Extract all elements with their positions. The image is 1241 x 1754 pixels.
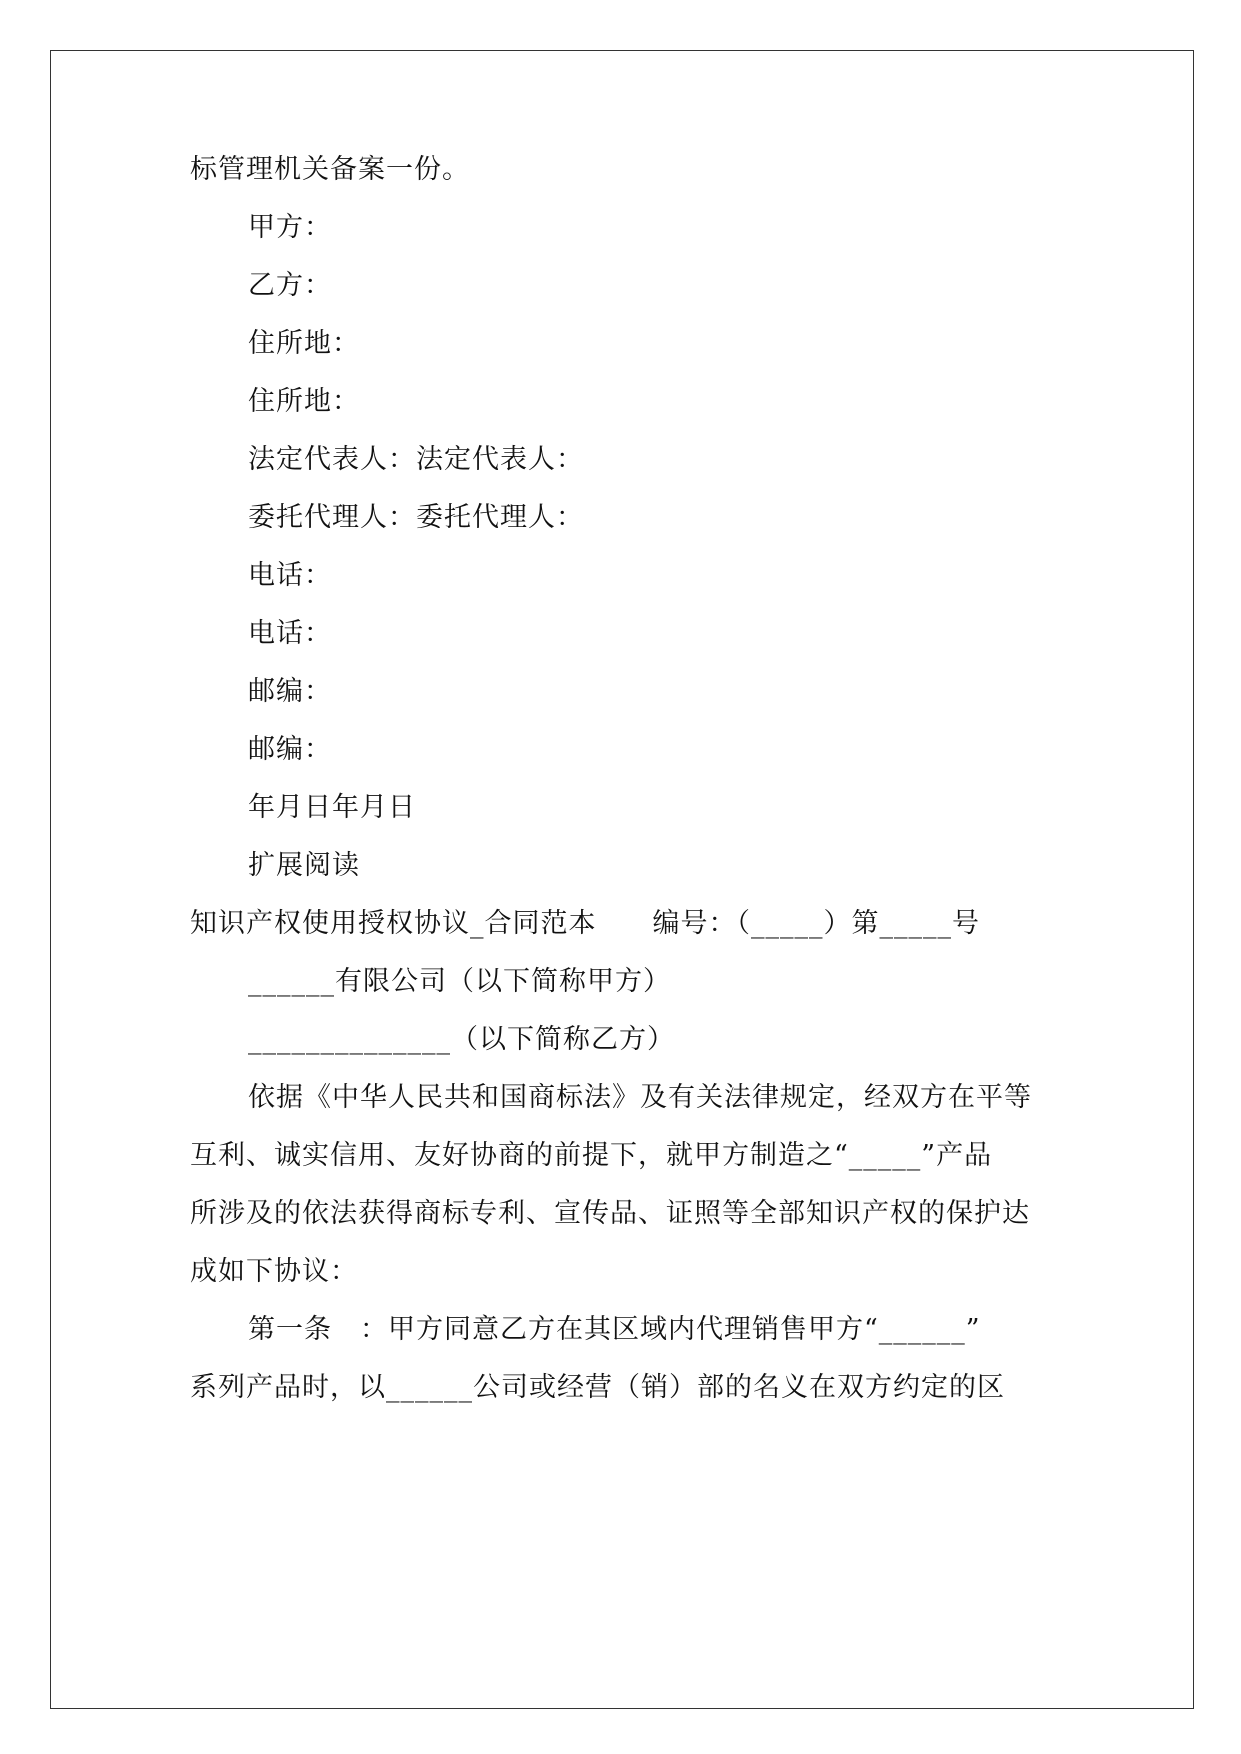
authorized-agent-label: 委托代理人：委托代理人： xyxy=(248,502,584,533)
address-label: 住所地： xyxy=(248,386,360,417)
legal-representative-label: 法定代表人：法定代表人： xyxy=(248,444,584,475)
postcode-label: 邮编： xyxy=(248,676,332,707)
party-b-company: ______________（以下简称乙方） xyxy=(248,1024,675,1055)
text-line: 标管理机关备案一份。 xyxy=(190,154,470,185)
paragraph-line: 成如下协议： xyxy=(190,1256,358,1287)
paragraph-line: 所涉及的依法获得商标专利、宣传品、证照等全部知识产权的保护达 xyxy=(190,1198,1030,1229)
party-a-label: 甲方： xyxy=(248,212,332,243)
party-b-label: 乙方： xyxy=(248,270,332,301)
phone-label: 电话： xyxy=(248,618,332,649)
article-one-line: 系列产品时，以______公司或经营（销）部的名义在双方约定的区 xyxy=(190,1372,1005,1403)
paragraph-line: 互利、诚实信用、友好协商的前提下，就甲方制造之“_____”产品 xyxy=(190,1140,993,1171)
extended-reading-heading: 扩展阅读 xyxy=(248,850,360,881)
paragraph-line: 依据《中华人民共和国商标法》及有关法律规定，经双方在平等 xyxy=(248,1082,1032,1113)
page-border xyxy=(50,50,1194,1709)
postcode-label: 邮编： xyxy=(248,734,332,765)
article-one-line: 第一条 ：甲方同意乙方在其区域内代理销售甲方“______” xyxy=(248,1314,981,1345)
party-a-company: ______有限公司（以下简称甲方） xyxy=(248,966,671,997)
agreement-title: 知识产权使用授权协议_合同范本 编号：（_____）第_____号 xyxy=(190,908,980,939)
date-line: 年月日年月日 xyxy=(248,792,416,823)
phone-label: 电话： xyxy=(248,560,332,591)
address-label: 住所地： xyxy=(248,328,360,359)
